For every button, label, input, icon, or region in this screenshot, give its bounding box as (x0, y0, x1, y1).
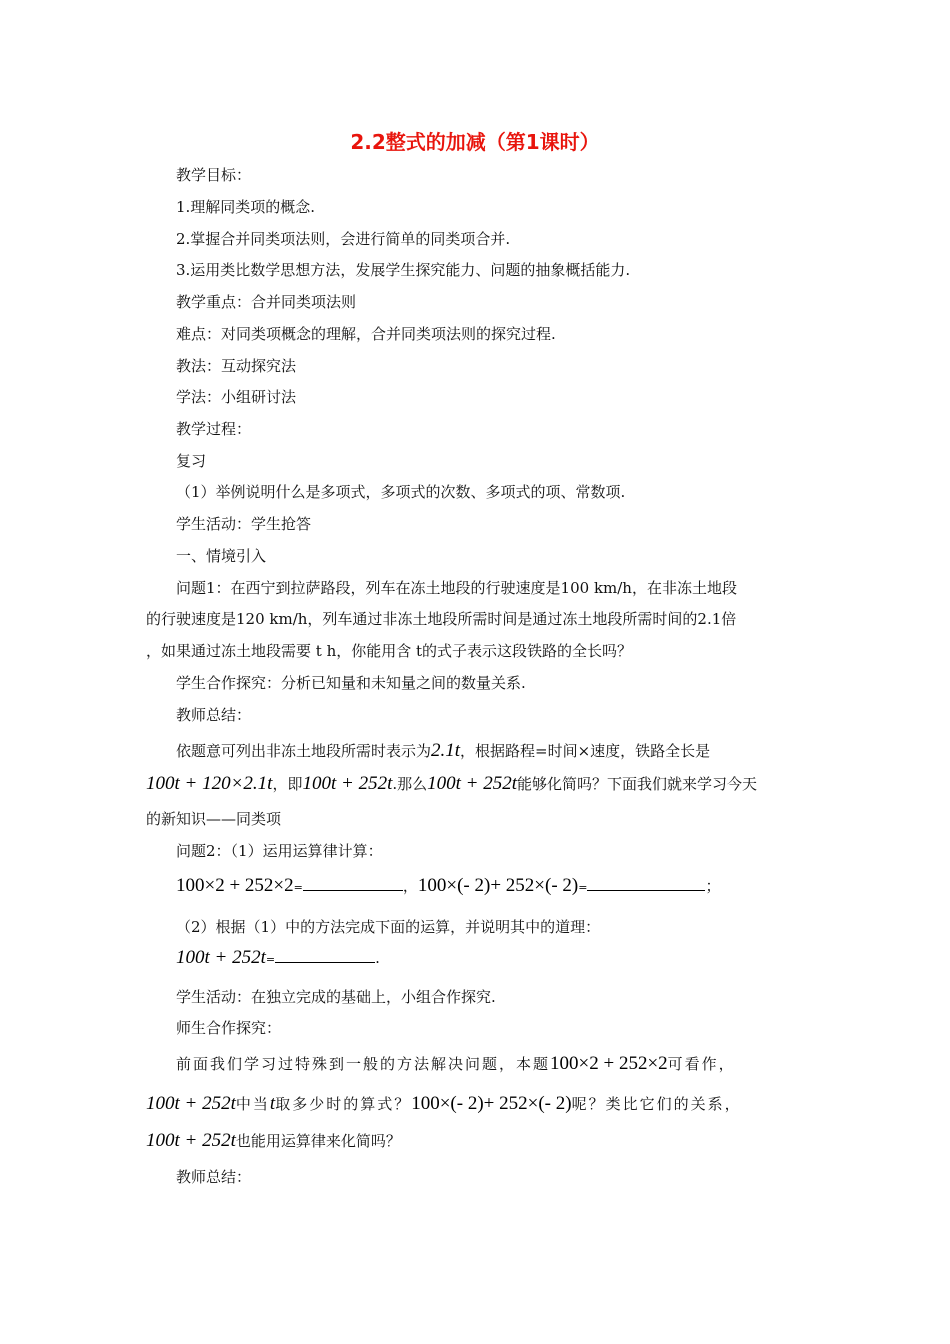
explore-text-a: 前面我们学习过特殊到一般的方法解决问题，本题 (176, 1055, 551, 1073)
key-point: 教学重点：合并同类项法则 (176, 293, 357, 311)
process-heading: 教学过程： (176, 420, 252, 438)
explore-text-c: 中当 (235, 1095, 270, 1113)
summary-text-d: .那么 (392, 775, 428, 793)
explore-text-e: 呢？类比它们的关系， (571, 1095, 742, 1113)
answer-blank-1[interactable] (303, 874, 403, 891)
coop-explore-2: 师生合作探究： (176, 1019, 282, 1037)
objective-2: 2.掌握合并同类项法则，会进行简单的同类项合并. (176, 230, 511, 248)
learning-method: 学法：小组研讨法 (176, 388, 297, 406)
problem2-question2: （2）根据（1）中的方法完成下面的运算，并说明其中的道理： (176, 918, 601, 936)
review-question: （1）举例说明什么是多项式，多项式的次数、多项式的项、常数项. (176, 483, 626, 501)
review-heading: 复习 (176, 452, 207, 470)
coop-explore-1: 学生合作探究：分析已知量和未知量之间的数量关系. (176, 674, 526, 692)
equals-sign-1: = (293, 881, 303, 894)
problem2-formula-2: 100×(- 2)+ 252×(- 2) (417, 875, 579, 896)
explore-line1 (176, 1053, 736, 1075)
problem1-line1: 问题1：在西宁到拉萨路段，列车在冻土地段的行驶速度是100 km/h，在非冻土地段 (176, 579, 737, 597)
summary-line3: 的新知识——同类项 (146, 810, 282, 828)
student-activity-1: 学生活动：学生抢答 (176, 515, 312, 533)
teacher-summary-1: 教师总结： (176, 706, 252, 724)
summary-line1 (176, 740, 710, 762)
problem2-calc-line-2 (176, 946, 380, 971)
problem2-formula-3: 100t + 252t (176, 947, 266, 968)
explore-formula-c: t (269, 1093, 276, 1114)
teacher-summary-2: 教师总结： (176, 1168, 252, 1186)
problem1-line2: 的行驶速度是120 km/h，列车通过非冻土地段所需时间是通过冻土地段所需时间的2.1倍 (146, 610, 737, 628)
summary-formula-c: 100t + 252t (302, 773, 393, 794)
problem2-calc-line (176, 874, 720, 899)
objective-3: 3.运用类比数学思想方法，发展学生探究能力、问题的抽象概括能力. (176, 261, 631, 279)
problem2-heading: 问题2：（1）运用运算律计算： (176, 842, 383, 860)
explore-text-d: 取多少时的算式？ (275, 1095, 412, 1113)
summary-line2 (146, 773, 757, 795)
explore-formula-a: 100×2 + 252×2 (550, 1053, 668, 1074)
semicolon-separator: ； (705, 877, 721, 895)
explore-formula-e: 100t + 252t (146, 1130, 236, 1151)
explore-line3 (146, 1130, 401, 1152)
answer-blank-2[interactable] (587, 874, 705, 891)
summary-text-c: ，即 (272, 775, 303, 793)
equals-sign-3: = (265, 953, 276, 966)
objective-1: 1.理解同类项的概念. (176, 198, 316, 216)
summary-text-e: 能够化简吗？下面我们就来学习今天 (517, 775, 758, 793)
objectives-heading: 教学目标： (176, 166, 252, 184)
explore-text-b: 可看作， (667, 1055, 736, 1073)
summary-formula-a: 2.1t (431, 740, 461, 761)
equals-sign-2: = (578, 881, 588, 894)
summary-text-b: ，根据路程=时间×速度，铁路全长是 (460, 742, 711, 760)
explore-formula-d: 100×(- 2)+ 252×(- 2) (411, 1093, 572, 1114)
answer-blank-3[interactable] (275, 946, 375, 963)
summary-formula-b: 100t + 120×2.1t (146, 773, 273, 794)
explore-text-f: 也能用运算律来化简吗？ (235, 1132, 401, 1150)
summary-formula-d: 100t + 252t (427, 773, 518, 794)
explore-line2 (146, 1093, 742, 1115)
section-heading-1: 一、情境引入 (176, 547, 267, 565)
student-activity-2: 学生活动：在独立完成的基础上，小组合作探究. (176, 988, 496, 1006)
teaching-method: 教法：互动探究法 (176, 357, 297, 375)
period-mark: . (375, 949, 380, 967)
difficulty: 难点：对同类项概念的理解，合并同类项法则的探究过程. (176, 325, 556, 343)
problem1-line3: ，如果通过冻土地段需要 t h，你能用含 t的式子表示这段铁路的全长吗？ (146, 642, 633, 660)
explore-formula-b: 100t + 252t (146, 1093, 236, 1114)
summary-text-a: 依题意可列出非冻土地段所需时表示为 (176, 742, 432, 760)
problem2-formula-1: 100×2 + 252×2 (176, 875, 294, 896)
comma-separator: ， (402, 877, 418, 895)
lesson-title: 2.2整式的加减（第1课时） (350, 130, 600, 154)
